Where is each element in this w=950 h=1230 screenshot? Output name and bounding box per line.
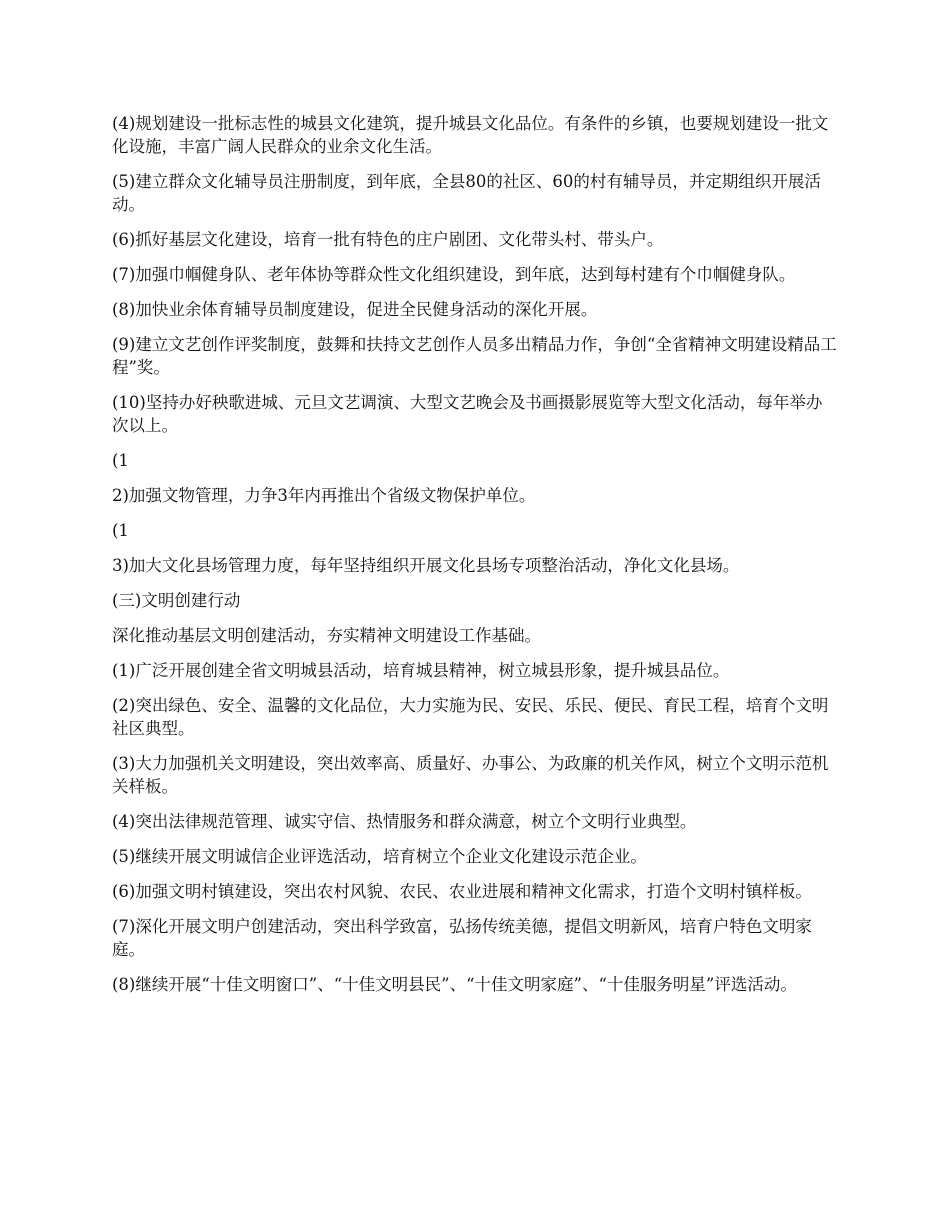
paragraph: (9)建立文艺创作评奖制度，鼓舞和扶持文艺创作人员多出精品力作，争创“全省精神文明建设精品工程”奖。: [112, 335, 837, 377]
paragraph: (6)加强文明村镇建设，突出农村风貌、农民、农业进展和精神文化需求，打造个文明村镇样板。: [112, 882, 812, 901]
paragraph: (5)继续开展文明诚信企业评选活动，培育树立个企业文化建设示范企业。: [112, 847, 647, 866]
paragraph: (4)突出法律规范管理、诚实守信、热情服务和群众满意，树立个文明行业典型。: [112, 812, 697, 831]
paragraph: (10)坚持办好秧歌进城、元旦文艺调演、大型文艺晚会及书画摄影展览等大型文化活动，每年举办次以上。: [112, 393, 823, 435]
paragraph: (7)深化开展文明户创建活动，突出科学致富，弘扬传统美德，提倡文明新风，培育户特色文明家庭。: [112, 917, 812, 959]
section-heading: (三)文明创建行动: [112, 591, 241, 610]
paragraph: 3)加大文化县场管理力度，每年坚持组织开展文化县场专项整治活动，净化文化县场。: [112, 556, 740, 575]
paragraph: (8)加快业余体育辅导员制度建设，促进全民健身活动的深化开展。: [112, 300, 598, 319]
paragraph: (1: [112, 521, 129, 540]
paragraph: (3)大力加强机关文明建设，突出效率高、质量好、办事公、为政廉的机关作风，树立个文明示范机关样板。: [112, 754, 829, 796]
document-page: [112, 112, 838, 1008]
paragraph: (1)广泛开展创建全省文明城县活动，培育城县精神，树立城县形象，提升城县品位。: [112, 661, 730, 680]
paragraph: (8)继续开展“十佳文明窗口”、“十佳文明县民”、“十佳文明家庭”、“十佳服务明星”评选活动。: [112, 975, 797, 994]
paragraph: (4)规划建设一批标志性的城县文化建筑，提升城县文化品位。有条件的乡镇，也要规划建设一批文化设施，丰富广阔人民群众的业余文化生活。: [112, 114, 829, 156]
paragraph: (5)建立群众文化辅导员注册制度，到年底，全县80的社区、60的村有辅导员，并定期组织开展活动。: [112, 172, 821, 214]
paragraph: (2)突出绿色、安全、温馨的文化品位，大力实施为民、安民、乐民、便民、育民工程，培育个文明社区典型。: [112, 696, 829, 738]
paragraph: (6)抓好基层文化建设，培育一批有特色的庄户剧团、文化带头村、带头户。: [112, 230, 664, 249]
paragraph: (7)加强巾帼健身队、老年体协等群众性文化组织建设，到年底，达到每村建有个巾帼健身队。: [112, 265, 796, 284]
paragraph: (1: [112, 451, 129, 470]
paragraph: 2)加强文物管理，力争3年内再推出个省级文物保护单位。: [112, 486, 536, 505]
paragraph: 深化推动基层文明创建活动，夯实精神文明建设工作基础。: [112, 626, 541, 645]
